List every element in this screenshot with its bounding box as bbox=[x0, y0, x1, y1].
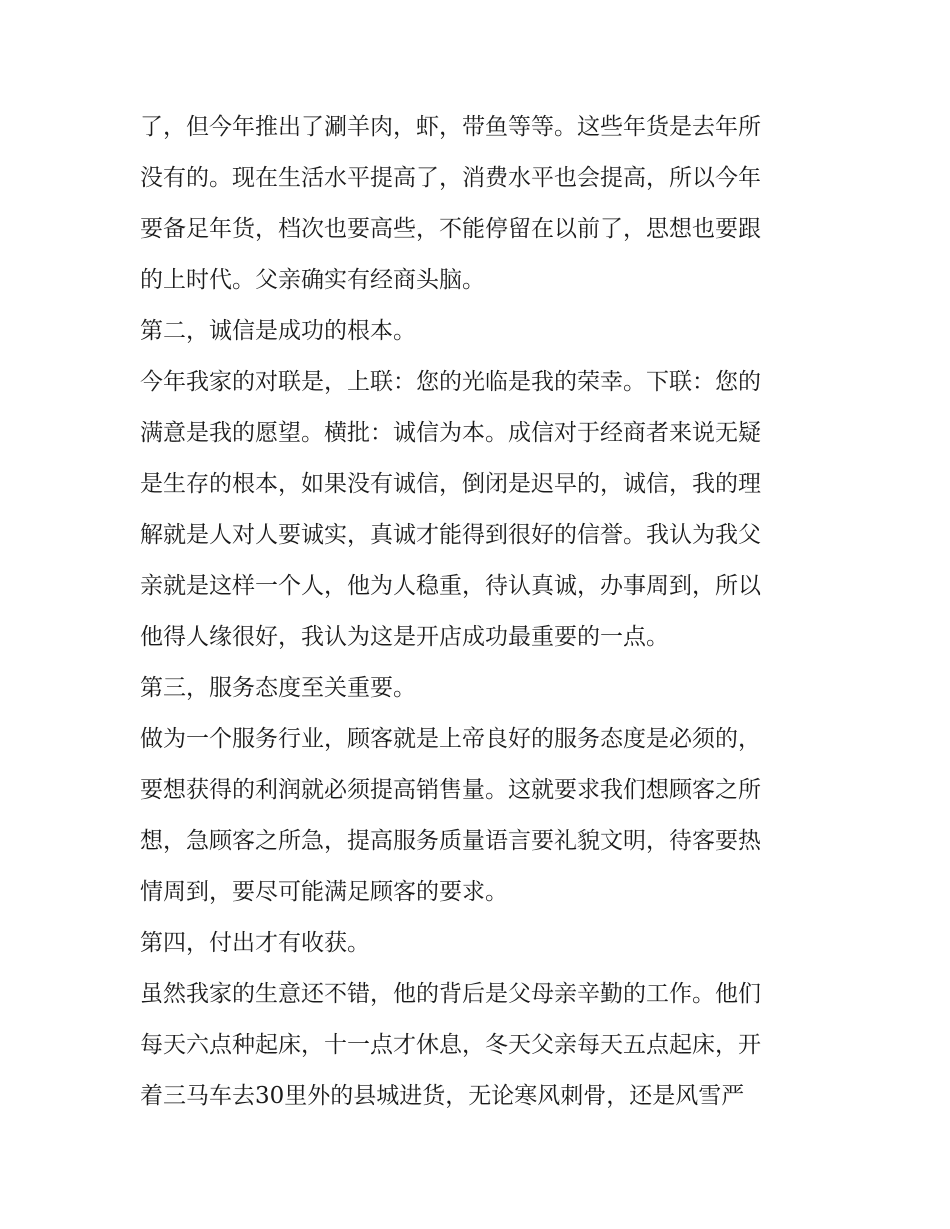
section-heading: 第二，诚信是成功的根本。 bbox=[140, 318, 416, 344]
text-line: 亲就是这样一个人，他为人稳重，待认真诚，办事周到，所以 bbox=[140, 573, 761, 599]
text-line: 情周到，要尽可能满足顾客的要求。 bbox=[140, 879, 508, 905]
text-line: 着三马车去30里外的县城进货，无论寒风刺骨，还是风雪严 bbox=[140, 1083, 745, 1109]
text-line: 解就是人对人要诚实，真诚才能得到很好的信誉。我认为我父 bbox=[140, 522, 761, 548]
text-line: 的上时代。父亲确实有经商头脑。 bbox=[140, 267, 485, 293]
text-line: 今年我家的对联是，上联：您的光临是我的荣幸。下联：您的 bbox=[140, 369, 761, 395]
document-body bbox=[140, 102, 820, 1122]
text-line: 他得人缘很好，我认为这是开店成功最重要的一点。 bbox=[140, 624, 669, 650]
text-line: 虽然我家的生意还不错，他的背后是父母亲辛勤的工作。他们 bbox=[140, 981, 761, 1007]
section-heading: 第四，付出才有收获。 bbox=[140, 930, 370, 956]
text-line: 满意是我的愿望。横批：诚信为本。成信对于经商者来说无疑 bbox=[140, 420, 761, 446]
text-line: 想，急顾客之所急，提高服务质量语言要礼貌文明，待客要热 bbox=[140, 828, 761, 854]
text-line: 没有的。现在生活水平提高了，消费水平也会提高，所以今年 bbox=[140, 165, 761, 191]
text-line: 每天六点种起床，十一点才休息，冬天父亲每天五点起床，开 bbox=[140, 1032, 761, 1058]
text-line: 了，但今年推出了涮羊肉，虾，带鱼等等。这些年货是去年所 bbox=[140, 114, 761, 140]
section-heading: 第三，服务态度至关重要。 bbox=[140, 675, 416, 701]
text-line: 要想获得的利润就必须提高销售量。这就要求我们想顾客之所 bbox=[140, 777, 761, 803]
text-line: 做为一个服务行业，顾客就是上帝良好的服务态度是必须的， bbox=[140, 726, 761, 752]
text-line: 要备足年货，档次也要高些，不能停留在以前了，思想也要跟 bbox=[140, 216, 761, 242]
text-line: 是生存的根本，如果没有诚信，倒闭是迟早的，诚信，我的理 bbox=[140, 471, 761, 497]
